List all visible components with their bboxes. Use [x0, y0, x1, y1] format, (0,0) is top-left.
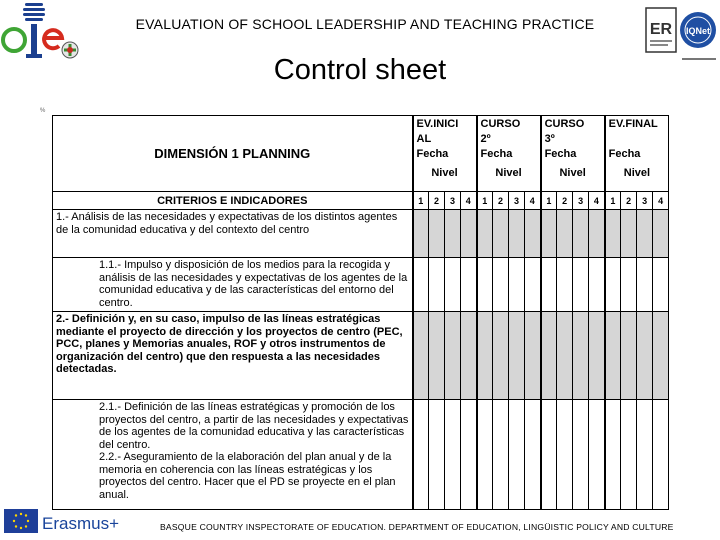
level-input[interactable]: [541, 258, 557, 312]
level-input[interactable]: [445, 258, 461, 312]
footer-text: BASQUE COUNTRY INSPECTORATE OF EDUCATION. DEPARTMENT OF EDUCATION, LINGÜISTIC POLICY AND CULTURE: [160, 522, 674, 532]
level-cell: 3: [445, 192, 461, 210]
level-input[interactable]: [525, 258, 541, 312]
level-input[interactable]: [493, 400, 509, 510]
level-input[interactable]: [413, 258, 429, 312]
certification-logo: [644, 2, 720, 66]
level-cell: 3: [637, 192, 653, 210]
level-input[interactable]: [653, 400, 669, 510]
small-tag: %: [40, 108, 46, 114]
level-input[interactable]: [461, 258, 477, 312]
level-cell: 1: [413, 192, 429, 210]
level-cell: 3: [573, 192, 589, 210]
level-cell: 4: [589, 192, 605, 210]
level-input[interactable]: [621, 400, 637, 510]
level-input[interactable]: [653, 258, 669, 312]
slide-title: Control sheet: [273, 54, 447, 86]
phase-curso-2: CURSO 2º Fecha Nivel: [477, 116, 541, 192]
level-input[interactable]: [445, 400, 461, 510]
header-title: EVALUATION OF SCHOOL LEADERSHIP AND TEACHING PRACTICE: [135, 16, 595, 32]
indicator-1-1: 1.1.- Impulso y disposición de los medios para la recogida y análisis de las necesidades y expectativas de los agentes de la comunidad educativa y de las características del entorno del centro.: [53, 258, 413, 312]
indicator-row: [53, 258, 669, 312]
phase-curso-3: CURSO 3º Fecha Nivel: [541, 116, 605, 192]
level-input[interactable]: [509, 400, 525, 510]
level-input[interactable]: [477, 258, 493, 312]
erasmus-label: Erasmus+: [42, 514, 119, 533]
level-cell: 4: [461, 192, 477, 210]
iqnet-mark: IQNet: [685, 26, 711, 36]
level-input[interactable]: [429, 258, 445, 312]
level-input[interactable]: [477, 400, 493, 510]
oie-logo: [0, 0, 80, 68]
level-input[interactable]: [573, 400, 589, 510]
level-input[interactable]: [525, 400, 541, 510]
level-input[interactable]: [509, 258, 525, 312]
level-input[interactable]: [461, 400, 477, 510]
phase-initial: EV.INICI AL Fecha Nivel: [413, 116, 477, 192]
dimension-title: DIMENSIÓN 1 PLANNING: [53, 116, 413, 192]
level-cell: 2: [493, 192, 509, 210]
level-input[interactable]: [541, 400, 557, 510]
indicator-2-1-2-2: 2.1.- Definición de las líneas estratégicas y promoción de los proyectos del centro, a partir de las necesidades y expectativas de los agentes de la comunidad educativa y las características del centro. 2.2.- Aseguramiento de la elaboración del plan anual y de la memoria en coherencia con las líneas estratégicas y los proyectos del centro. Hacer que el PD se proyecte en el plan anual.: [53, 400, 413, 510]
level-input[interactable]: [605, 258, 621, 312]
level-cell: 4: [653, 192, 669, 210]
level-input[interactable]: [557, 400, 573, 510]
level-cell: 2: [557, 192, 573, 210]
criterion-row: [53, 312, 669, 400]
level-cell: 3: [509, 192, 525, 210]
phase-final: EV.FINAL Fecha Nivel: [605, 116, 669, 192]
level-input[interactable]: [589, 258, 605, 312]
level-input[interactable]: [573, 258, 589, 312]
level-input[interactable]: [557, 258, 573, 312]
criterion-2: 2.- Definición y, en su caso, impulso de las líneas estratégicas mediante el proyecto de dirección y los proyectos de centro (PEC, PCC, planes y Memorias anuales, ROF y otros instrumentos de organización del centro) que den respuesta a las necesidades detectadas.: [53, 312, 413, 400]
level-cell: 2: [429, 192, 445, 210]
indicator-row: [53, 400, 669, 510]
level-cell: 4: [525, 192, 541, 210]
level-cell: 1: [605, 192, 621, 210]
level-input[interactable]: [429, 400, 445, 510]
control-sheet-table: [52, 115, 669, 510]
criteria-header: CRITERIOS E INDICADORES: [53, 192, 413, 210]
level-input[interactable]: [413, 400, 429, 510]
level-cell: 1: [541, 192, 557, 210]
level-input[interactable]: [493, 258, 509, 312]
level-cell: 1: [477, 192, 493, 210]
level-input[interactable]: [637, 258, 653, 312]
level-input[interactable]: [621, 258, 637, 312]
criterion-1: 1.- Análisis de las necesidades y expectativas de los distintos agentes de la comunidad educativa y del contexto del centro: [53, 210, 413, 258]
level-input[interactable]: [637, 400, 653, 510]
level-input[interactable]: [605, 400, 621, 510]
er-mark: ER: [649, 21, 673, 38]
level-input[interactable]: [589, 400, 605, 510]
criterion-row: [53, 210, 669, 258]
level-cell: 2: [621, 192, 637, 210]
